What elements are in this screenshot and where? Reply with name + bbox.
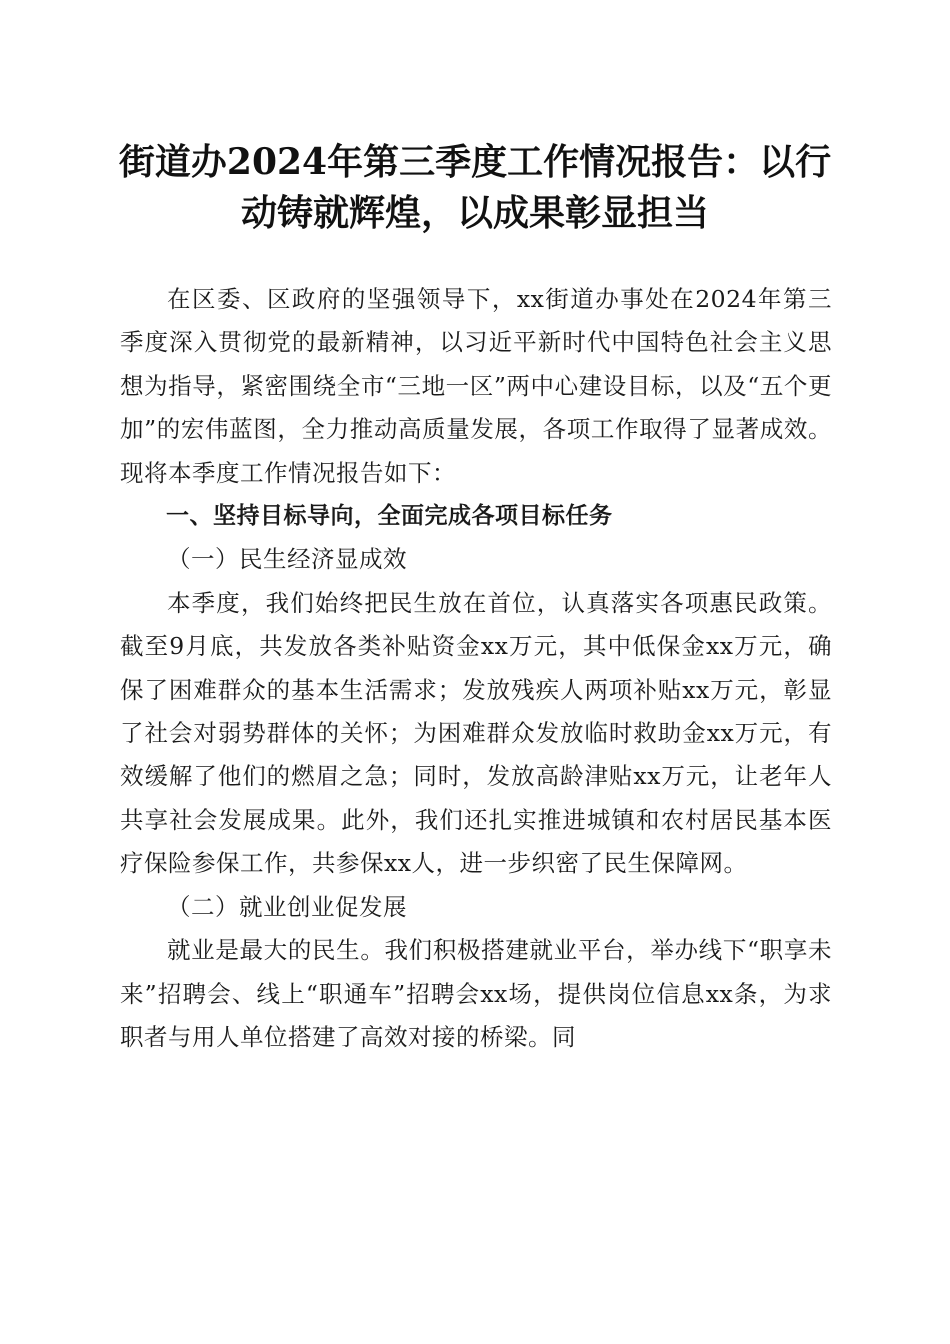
subsection-1-heading: （一）民生经济显成效: [167, 545, 407, 574]
document-body: [120, 278, 832, 1059]
subsection-2-paragraph: 就业是最大的民生。我们积极搭建就业平台，举办线下“职享未来”招聘会、线上“职通车”招聘会xx场，提供岗位信息xx条，为求职者与用人单位搭建了高效对接的桥梁。同: [120, 936, 832, 1051]
document-title-line-2: 动铸就辉煌，以成果彰显担当: [240, 192, 709, 234]
subsection-1-paragraph: 本季度，我们始终把民生放在首位，认真落实各项惠民政策。截至9月底，共发放各类补贴资金xx万元，其中低保金xx万元，确保了困难群众的基本生活需求；发放残疾人两项补贴xx万元，彰显了社会对弱势群体的关怀；为困难群众发放临时救助金xx万元，有效缓解了他们的燃眉之急；同时，发放高龄津贴xx万元，让老年人共享社会发展成果。此外，我们还扎实推进城镇和农村居民基本医疗保险参保工作，共参保xx人，进一步织密了民生保障网。: [120, 588, 832, 878]
intro-paragraph: 在区委、区政府的坚强领导下，xx街道办事处在2024年第三季度深入贯彻党的最新精神，以习近平新时代中国特色社会主义思想为指导，紧密围绕全市“三地一区”两中心建设目标，以及“五个更加”的宏伟蓝图，全力推动高质量发展，各项工作取得了显著成效。现将本季度工作情况报告如下：: [120, 285, 832, 487]
subsection-2-heading: （二）就业创业促发展: [167, 892, 407, 921]
section-1-heading: 一、坚持目标导向，全面完成各项目标任务: [166, 503, 613, 530]
document-title-line-1: 街道办2024年第三季度工作情况报告：以行: [118, 141, 832, 183]
